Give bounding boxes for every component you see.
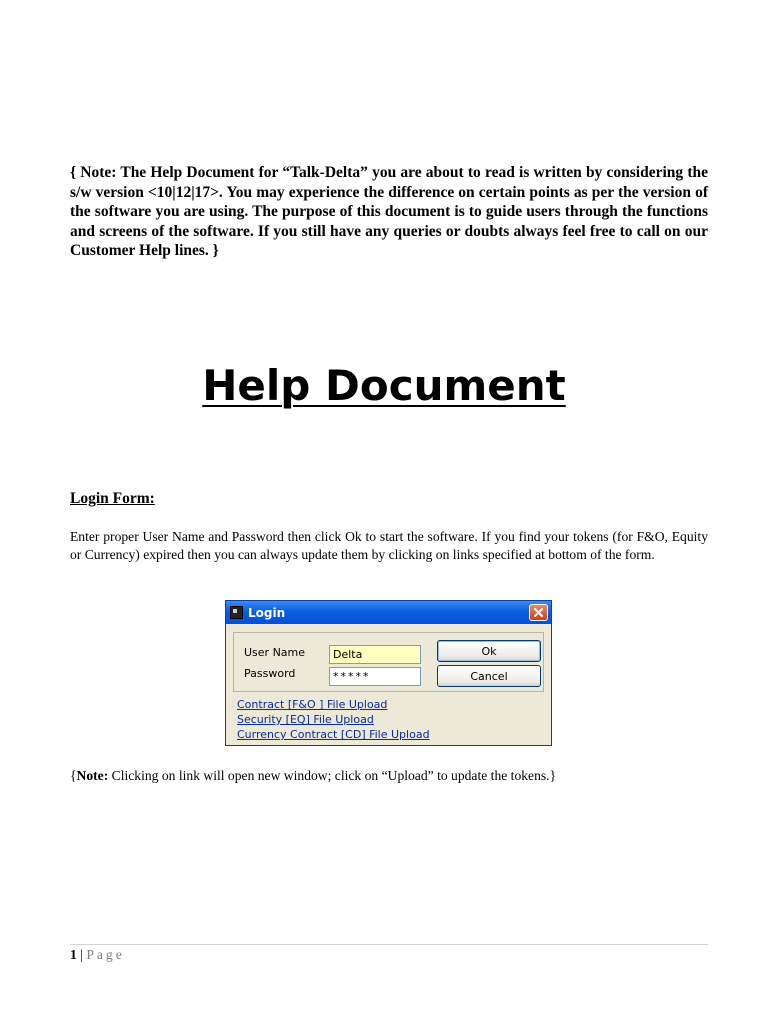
section-heading-login-form: Login Form: <box>70 490 155 507</box>
tip-note-label: Note: <box>76 768 109 783</box>
page-footer <box>70 947 125 963</box>
page-label: Page <box>86 947 125 962</box>
upload-tip <box>70 767 556 785</box>
login-window-titlebar <box>226 601 551 624</box>
tip-text: Clicking on link will open new window; click on “Upload” to update the tokens.} <box>108 768 557 783</box>
username-label: User Name <box>244 646 306 659</box>
page-number: 1 <box>70 947 77 962</box>
password-input[interactable]: ***** <box>329 667 421 686</box>
close-icon[interactable] <box>529 604 548 621</box>
currency-cd-upload-link[interactable]: Currency Contract [CD] File Upload <box>237 728 430 741</box>
password-label: Password <box>244 667 296 680</box>
cancel-button[interactable]: Cancel <box>437 665 541 687</box>
document-title-text: Help Document <box>202 361 566 410</box>
login-fields-panel <box>233 632 544 692</box>
ok-button[interactable]: Ok <box>437 640 541 662</box>
username-input[interactable]: Delta <box>329 645 421 664</box>
app-icon <box>230 606 243 619</box>
tip-open-brace: { <box>70 768 77 783</box>
document-title <box>0 360 768 412</box>
version-note: { Note: The Help Document for “Talk-Delta” you are about to read is written by considering the s/w version <10|12|17>. You may experience the difference on certain points as per the version of the software you are using. The purpose of this document is to guide users through the functions and screens of the software. If you still have any queries or doubts always feel free to call on our Customer Help lines. } <box>70 164 708 260</box>
login-window-title: Login <box>248 605 286 620</box>
footer-divider <box>70 944 708 945</box>
contract-fo-upload-link[interactable]: Contract [F&O ] File Upload <box>237 698 388 711</box>
footer-separator: | <box>76 947 87 962</box>
login-form-intro: Enter proper User Name and Password then click Ok to start the software. If you find your tokens (for F&O, Equity or Currency) expired then you can always update them by clicking on links specified at bottom of the form. <box>70 529 708 562</box>
security-eq-upload-link[interactable]: Security [EQ] File Upload <box>237 713 374 726</box>
login-window-screenshot <box>225 600 552 746</box>
